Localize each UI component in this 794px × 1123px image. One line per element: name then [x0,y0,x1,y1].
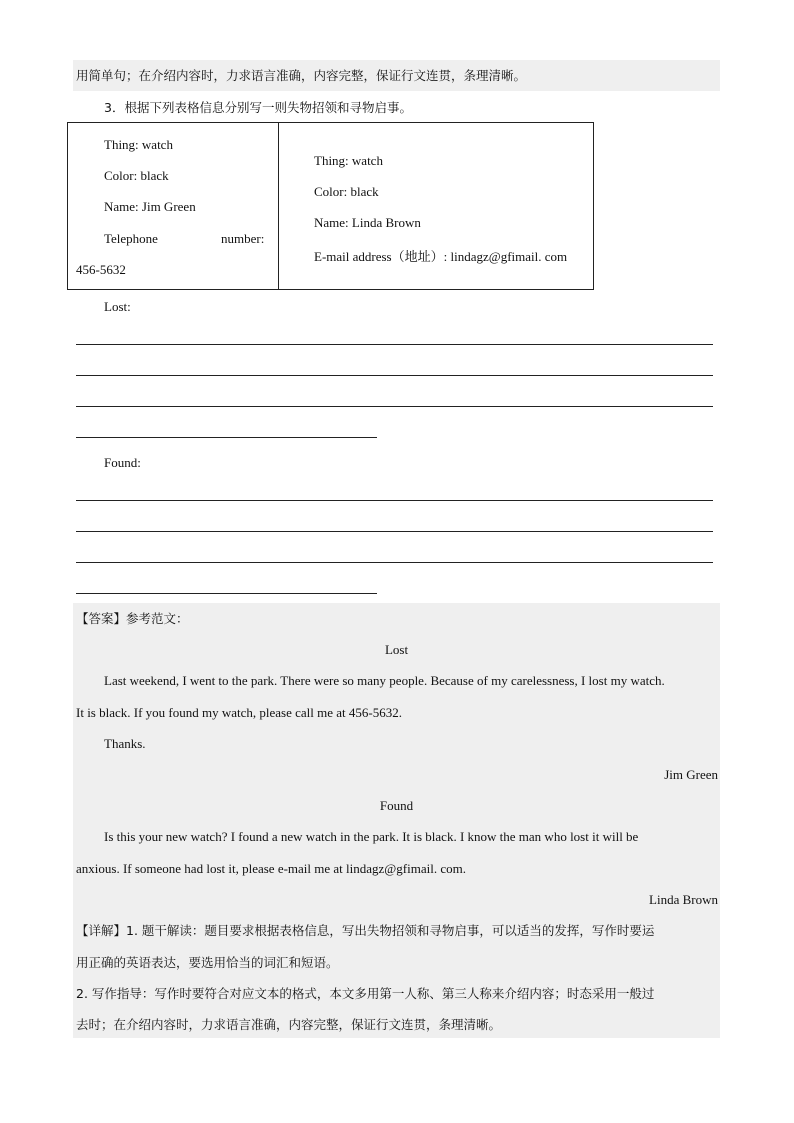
right-color: Color: black [314,184,379,199]
intro-tail-text: 用简单句；在介绍内容时，力求语言准确，内容完整，保证行文连贯，条理清晰。 [76,68,527,83]
found-title: Found [379,798,414,813]
right-email: E-mail address（地址）: lindagz@gfimail. com [314,249,568,264]
detail-line-1: 【详解】1. 题干解读：题目要求根据表格信息，写出失物招领和寻物启事，可以适当的发挥，写作时要运 [76,923,655,938]
lost-write-line-1[interactable] [76,344,713,345]
lost-paragraph-line-1: Last weekend, I went to the park. There were so many people. Because of my carelessness, I lost my watch. [104,673,665,688]
table-left-cell [68,123,279,290]
right-name: Name: Linda Brown [314,215,421,230]
lost-write-line-3[interactable] [76,406,713,407]
found-write-line-4[interactable] [76,593,377,594]
left-color: Color: black [104,168,169,183]
table-right-cell [279,123,594,290]
detail-line-3: 2. 写作指导：写作时要符合对应文本的格式，本文多用第一人称、第三人称来介绍内容；时态采用一般过 [76,986,655,1001]
info-table [67,122,594,290]
lost-title: Lost [384,642,409,657]
answer-heading: 【答案】参考范文： [76,611,189,626]
found-write-line-3[interactable] [76,562,713,563]
found-paragraph-line-1: Is this your new watch? I found a new watch in the park. It is black. I know the man who lost it will be [104,829,639,844]
lost-write-line-2[interactable] [76,375,713,376]
left-name: Name: Jim Green [104,199,196,214]
signature-linda-brown: Linda Brown [649,892,718,907]
found-label: Found: [104,455,141,470]
signature-jim-green: Jim Green [664,767,718,782]
right-thing: Thing: watch [314,153,383,168]
thanks-text: Thanks. [104,736,146,751]
found-write-line-1[interactable] [76,500,713,501]
found-write-line-2[interactable] [76,531,713,532]
task-instruction: 3．根据下列表格信息分别写一则失物招领和寻物启事。 [104,100,412,115]
left-phone-label: Telephone [104,231,158,246]
lost-paragraph-line-2: It is black. If you found my watch, please call me at 456-5632. [76,705,402,720]
detail-line-4: 去时；在介绍内容时，力求语言准确，内容完整，保证行文连贯，条理清晰。 [76,1017,502,1032]
left-phone-label-2: number: [221,231,265,246]
lost-write-line-4[interactable] [76,437,377,438]
left-thing: Thing: watch [104,137,173,152]
left-phone-value: 456-5632 [76,262,126,277]
found-paragraph-line-2: anxious. If someone had lost it, please e-mail me at lindagz@gfimail. com. [76,861,466,876]
lost-label: Lost: [104,299,131,314]
detail-line-2: 用正确的英语表达，要选用恰当的词汇和短语。 [76,955,339,970]
